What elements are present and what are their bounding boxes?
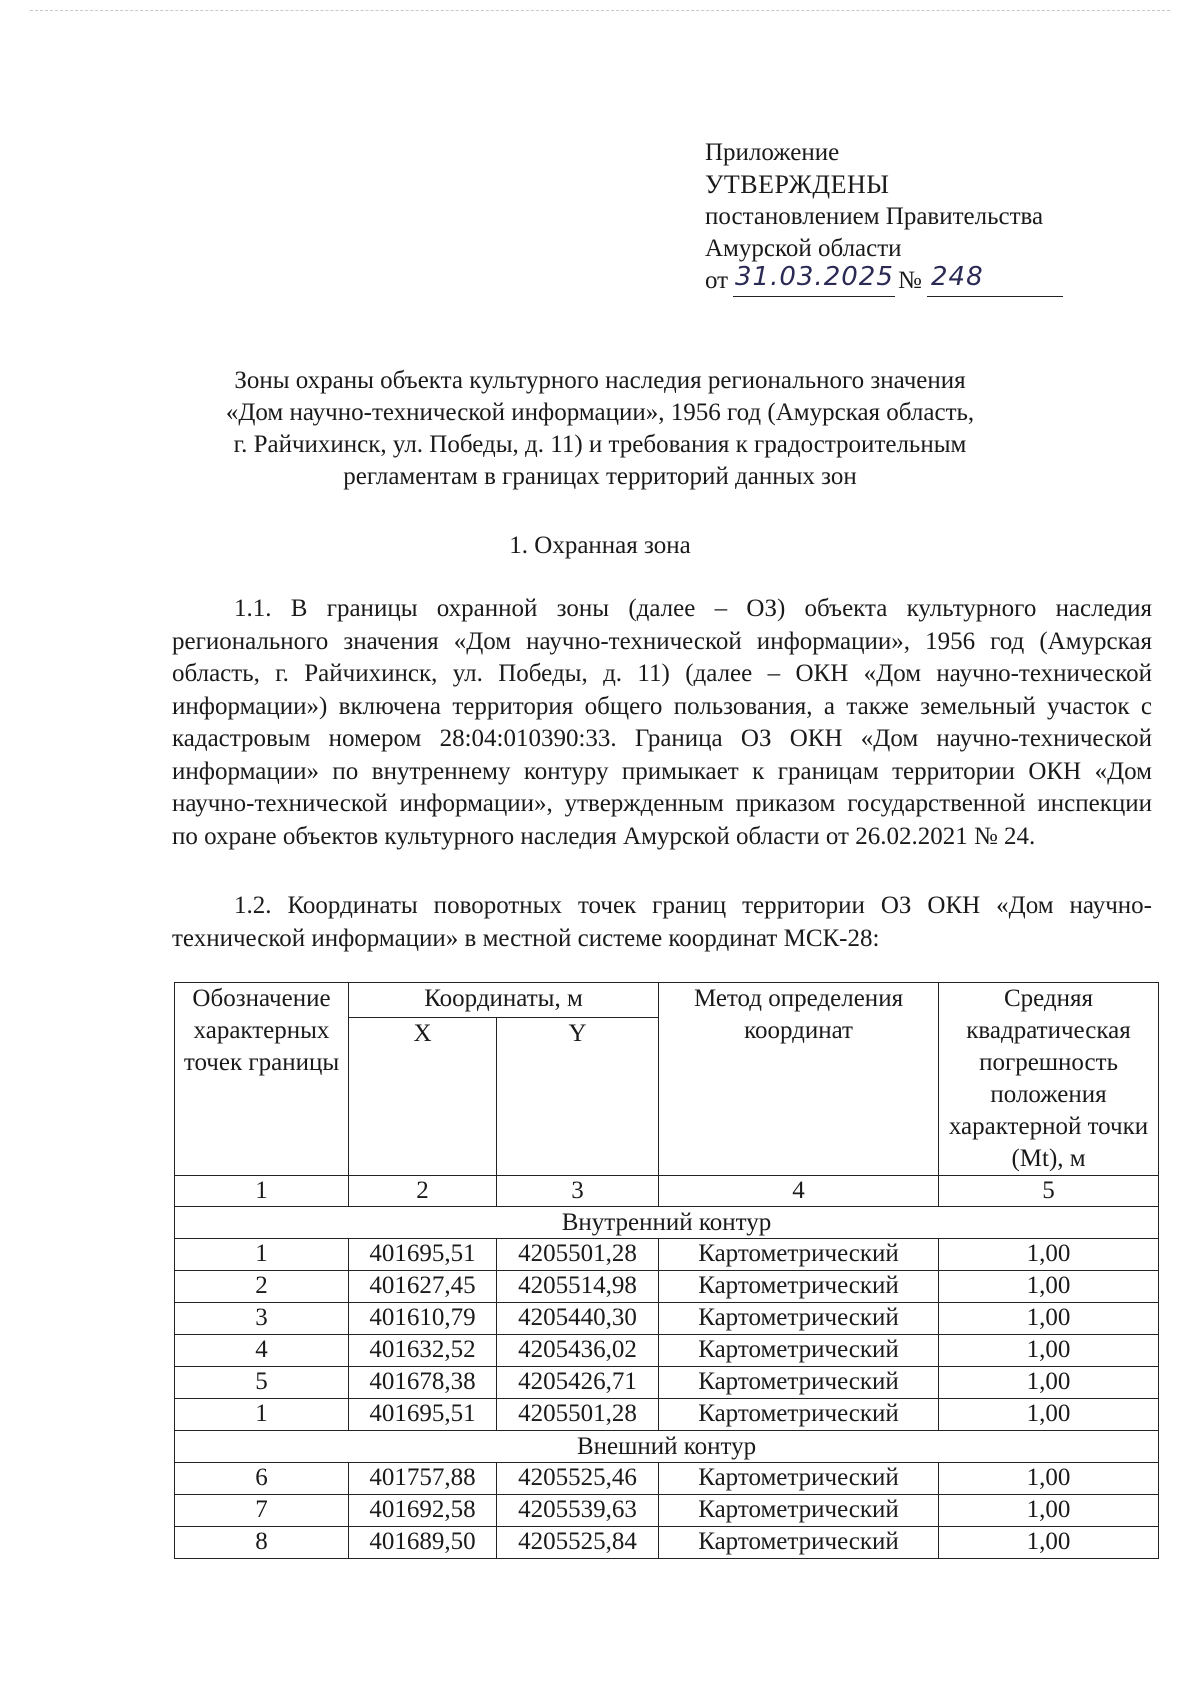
- point-cell: 3: [175, 1303, 349, 1335]
- group-title-outer: Внешний контур: [175, 1431, 1159, 1463]
- approval-approved: УТВЕРЖДЕНЫ: [705, 170, 890, 199]
- header-point: Обозначение характерных точек границы: [175, 983, 349, 1176]
- document-title: [170, 365, 1030, 493]
- title-line-1: Зоны охраны объекта культурного наследия регионального значения: [234, 367, 966, 394]
- y-cell: 4205501,28: [497, 1239, 659, 1271]
- table-row: [175, 1463, 1159, 1495]
- column-number: 4: [659, 1176, 939, 1207]
- header-method: Метод определения координат: [659, 983, 939, 1176]
- y-cell: 4205440,30: [497, 1303, 659, 1335]
- title-line-4: регламентам в границах территорий данных зон: [343, 463, 857, 490]
- method-cell: Картометрический: [659, 1335, 939, 1367]
- point-cell: 6: [175, 1463, 349, 1495]
- table-row: [175, 1303, 1159, 1335]
- y-cell: 4205525,46: [497, 1463, 659, 1495]
- method-cell: Картометрический: [659, 1239, 939, 1271]
- x-cell: 401695,51: [349, 1399, 497, 1431]
- point-cell: 8: [175, 1527, 349, 1559]
- point-cell: 1: [175, 1239, 349, 1271]
- approval-appendix: Приложение: [705, 139, 840, 166]
- error-cell: 1,00: [939, 1335, 1159, 1367]
- column-number: 2: [349, 1176, 497, 1207]
- x-cell: 401757,88: [349, 1463, 497, 1495]
- header-coordinates: Координаты, м: [349, 983, 659, 1018]
- error-cell: 1,00: [939, 1367, 1159, 1399]
- header-error: Средняя квадратическая погрешность положения характерной точки (Mt), м: [939, 983, 1159, 1176]
- date-prefix: от: [705, 267, 729, 294]
- x-cell: 401689,50: [349, 1527, 497, 1559]
- error-cell: 1,00: [939, 1239, 1159, 1271]
- date-underline: [733, 296, 895, 297]
- method-cell: Картометрический: [659, 1463, 939, 1495]
- y-cell: 4205501,28: [497, 1399, 659, 1431]
- number-prefix: №: [898, 267, 922, 294]
- x-cell: 401678,38: [349, 1367, 497, 1399]
- group-title-inner: Внутренний контур: [175, 1207, 1159, 1239]
- error-cell: 1,00: [939, 1271, 1159, 1303]
- x-cell: 401632,52: [349, 1335, 497, 1367]
- method-cell: Картометрический: [659, 1303, 939, 1335]
- column-number: 5: [939, 1176, 1159, 1207]
- table-row: [175, 1335, 1159, 1367]
- header-x: X: [349, 1017, 497, 1175]
- method-cell: Картометрический: [659, 1399, 939, 1431]
- handwritten-date: 31.03.2025: [735, 262, 894, 292]
- point-cell: 7: [175, 1495, 349, 1527]
- point-cell: 4: [175, 1335, 349, 1367]
- x-cell: 401692,58: [349, 1495, 497, 1527]
- column-number: 1: [175, 1176, 349, 1207]
- point-cell: 5: [175, 1367, 349, 1399]
- section-heading: 1. Охранная зона: [509, 532, 691, 559]
- coordinates-table: [174, 982, 1159, 1559]
- y-cell: 4205436,02: [497, 1335, 659, 1367]
- approval-date-line: [705, 262, 1105, 299]
- table-row: [175, 1367, 1159, 1399]
- approval-decree: постановлением Правительства: [705, 203, 1044, 230]
- approval-region: Амурской области: [705, 235, 902, 262]
- method-cell: Картометрический: [659, 1495, 939, 1527]
- approval-block: [705, 137, 1105, 299]
- x-cell: 401627,45: [349, 1271, 497, 1303]
- point-cell: 1: [175, 1399, 349, 1431]
- method-cell: Картометрический: [659, 1527, 939, 1559]
- paragraph-1-2: 1.2. Координаты поворотных точек границ территории ОЗ ОКН «Дом научно-технической информации» в местной системе координат МСК-28:: [172, 892, 1152, 952]
- title-line-2: «Дом научно-технической информации», 1956 год (Амурская область,: [225, 399, 975, 426]
- error-cell: 1,00: [939, 1495, 1159, 1527]
- error-cell: 1,00: [939, 1399, 1159, 1431]
- point-cell: 2: [175, 1271, 349, 1303]
- y-cell: 4205539,63: [497, 1495, 659, 1527]
- method-cell: Картометрический: [659, 1271, 939, 1303]
- table-row: [175, 1495, 1159, 1527]
- table-row: [175, 1239, 1159, 1271]
- table-row: [175, 1271, 1159, 1303]
- y-cell: 4205514,98: [497, 1271, 659, 1303]
- x-cell: 401695,51: [349, 1239, 497, 1271]
- number-underline: [927, 296, 1063, 297]
- method-cell: Картометрический: [659, 1367, 939, 1399]
- error-cell: 1,00: [939, 1463, 1159, 1495]
- scan-top-edge: [30, 10, 1170, 11]
- table-row: [175, 1527, 1159, 1559]
- column-number: 3: [497, 1176, 659, 1207]
- error-cell: 1,00: [939, 1303, 1159, 1335]
- y-cell: 4205426,71: [497, 1367, 659, 1399]
- title-line-3: г. Райчихинск, ул. Победы, д. 11) и требования к градостроительным: [233, 431, 967, 458]
- table-row: [175, 1399, 1159, 1431]
- y-cell: 4205525,84: [497, 1527, 659, 1559]
- handwritten-number: 248: [931, 262, 984, 292]
- x-cell: 401610,79: [349, 1303, 497, 1335]
- paragraph-1-1: 1.1. В границы охранной зоны (далее – ОЗ) объекта культурного наследия регионального значения «Дом научно-технической информации», 1956 год (Амурская область, г. Райчихинск, ул. Победы, д. 11) (далее – ОКН «Дом научно-технической информации») включена территория общего пользования, а также земельный участок с кадастровым номером 28:04:010390:33. Граница ОЗ ОКН «Дом научно-технической информации» по внутреннему контуру примыкает к границам территории ОКН «Дом научно-технической информации», утвержденным приказом государственной инспекции по охране объектов культурного наследия Амурской области от 26.02.2021 № 24.: [172, 595, 1152, 850]
- error-cell: 1,00: [939, 1527, 1159, 1559]
- header-y: Y: [497, 1017, 659, 1175]
